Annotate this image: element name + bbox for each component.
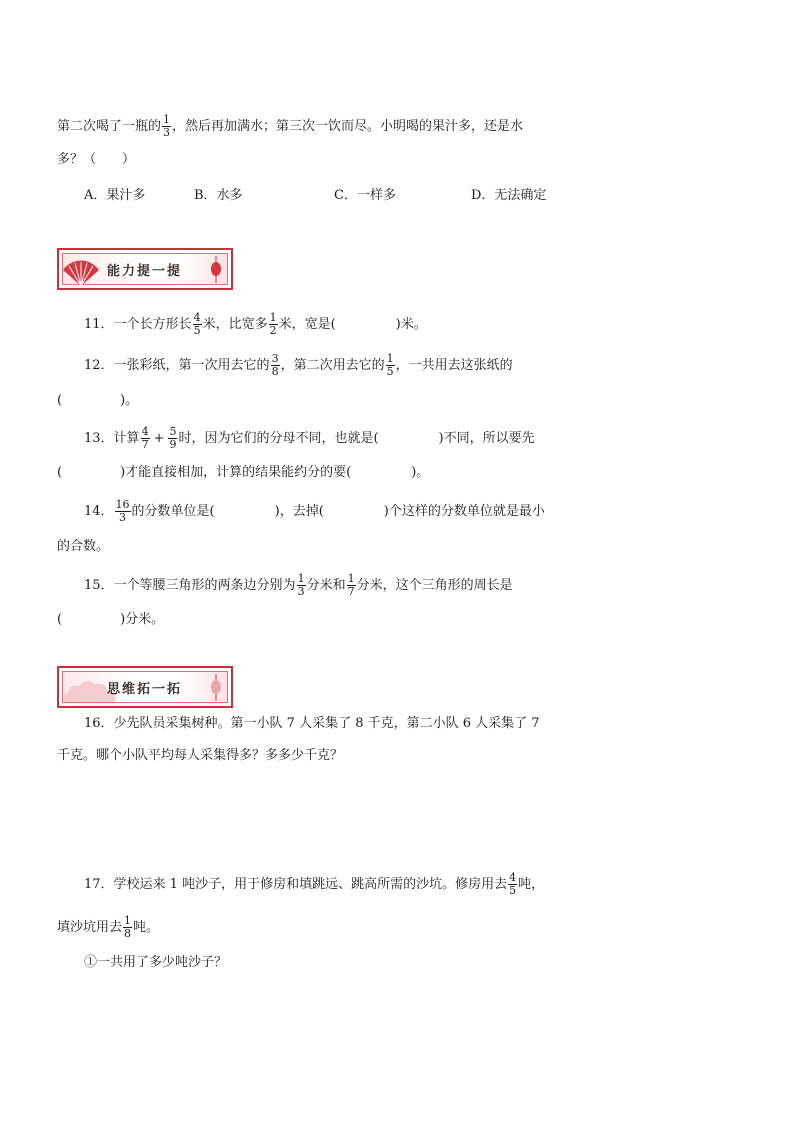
text: 填沙坑用去	[57, 920, 123, 935]
denominator: 3	[163, 126, 171, 139]
question-14-line1	[84, 499, 545, 524]
denominator: 2	[269, 324, 277, 337]
numerator: 16	[115, 498, 130, 511]
denominator: 8	[124, 927, 132, 940]
text: 第二次喝了一瓶的	[57, 119, 162, 134]
lantern-icon	[209, 256, 223, 284]
text: 分米，这个三角形的周长是	[356, 578, 513, 593]
text: 一个长方形长	[113, 317, 192, 332]
numerator: 1	[347, 572, 355, 585]
question-13-line2	[57, 463, 429, 483]
question-16-line2: 千克。哪个小队平均每人采集得多？多多少千克？	[57, 748, 344, 763]
text: )。	[411, 465, 430, 480]
question-number: 12．	[84, 358, 114, 373]
denominator: 5	[386, 365, 394, 378]
denominator: 7	[141, 438, 149, 451]
numerator: 4	[509, 871, 517, 884]
text: 米，宽是(	[278, 317, 336, 332]
text: ，一共用去这张纸的	[395, 358, 513, 373]
fan-icon	[61, 260, 101, 286]
text: ，然后再加满水；第三次一饮而尽。小明喝的果汁多，还是水	[172, 119, 524, 134]
option-b: B．水多	[194, 188, 243, 203]
question-15-line2	[57, 610, 164, 630]
numerator: 1	[297, 572, 305, 585]
numerator: 1	[124, 914, 132, 927]
text: )不同，所以要先	[438, 431, 535, 446]
option-c: C．一样多	[334, 188, 396, 203]
text: )个这样的分数单位就是最小	[383, 504, 545, 519]
text: )，去掉(	[274, 504, 324, 519]
numerator: 3	[271, 352, 279, 365]
denominator: 8	[271, 365, 279, 378]
fraction	[269, 312, 278, 337]
text: 吨，	[518, 877, 545, 892]
fraction	[347, 573, 356, 598]
fraction	[141, 426, 150, 451]
denominator: 3	[297, 585, 305, 598]
denominator: 3	[119, 511, 127, 524]
numerator: 5	[169, 425, 177, 438]
fraction	[123, 915, 132, 940]
text: 一个等腰三角形的两条边分别为	[113, 578, 296, 593]
denominator: 9	[169, 438, 177, 451]
fraction	[508, 872, 517, 897]
denominator: 5	[193, 324, 201, 337]
text: 的分数单位是(	[131, 504, 215, 519]
lantern-icon	[209, 674, 223, 702]
text: )。	[120, 393, 139, 408]
option-d: D．无法确定	[471, 188, 547, 203]
question-17-subquestion-1: ①一共用了多少吨沙子？	[84, 955, 228, 970]
text: )才能直接相加，计算的结果能约分的要(	[120, 465, 352, 480]
numerator: 1	[269, 311, 277, 324]
text: 吨。	[133, 920, 160, 935]
text: 一张彩纸，第一次用去它的	[113, 358, 270, 373]
question-continuation-line1	[57, 114, 523, 139]
numerator: 4	[141, 425, 149, 438]
question-17-line1	[84, 872, 544, 897]
option-a: A．果汁多	[84, 188, 146, 203]
question-number: 11．	[84, 317, 114, 332]
denominator: 5	[509, 884, 517, 897]
question-16-line1: 16．少先队员采集树种。第一小队 7 人采集了 8 千克，第二小队 6 人采集了 7	[84, 716, 540, 731]
text: (	[57, 465, 63, 480]
text: 分米和	[306, 578, 346, 593]
fraction	[162, 114, 171, 139]
plus-sign: +	[153, 431, 165, 446]
fraction	[115, 499, 131, 524]
text: 计算	[113, 431, 140, 446]
denominator: 7	[347, 585, 355, 598]
question-number: 17．	[84, 877, 114, 892]
question-number: 14．	[84, 504, 114, 519]
question-13-line1	[84, 426, 535, 451]
question-15-line1	[84, 573, 513, 598]
text: )分米。	[120, 612, 165, 627]
section-banner-thinking	[57, 666, 233, 708]
banner-title: 思维拓一拓	[107, 682, 183, 697]
text: (	[57, 393, 63, 408]
fraction	[297, 573, 306, 598]
question-12-line2	[57, 391, 138, 411]
text: 米，比宽多	[202, 317, 268, 332]
fraction	[193, 312, 202, 337]
fraction	[386, 353, 395, 378]
text: 学校运来 1 吨沙子，用于修房和填跳远、跳高所需的沙坑。修房用去	[113, 877, 508, 892]
text: (	[57, 612, 63, 627]
numerator: 1	[163, 113, 171, 126]
section-banner-ability	[57, 248, 233, 290]
text: )米。	[395, 317, 427, 332]
numerator: 1	[386, 352, 394, 365]
numerator: 4	[193, 311, 201, 324]
question-number: 13．	[84, 431, 114, 446]
question-14-line2: 的合数。	[57, 539, 110, 554]
fraction	[168, 426, 177, 451]
banner-title: 能力提一提	[107, 264, 183, 279]
question-11	[84, 312, 427, 337]
question-12-line1	[84, 353, 513, 378]
question-continuation-line2: 多？（ ）	[57, 152, 136, 167]
text: 时，因为它们的分母不同，也就是(	[178, 431, 379, 446]
question-17-line2	[57, 915, 159, 940]
text: ，第二次用去它的	[280, 358, 385, 373]
fraction	[271, 353, 280, 378]
question-number: 15．	[84, 578, 114, 593]
